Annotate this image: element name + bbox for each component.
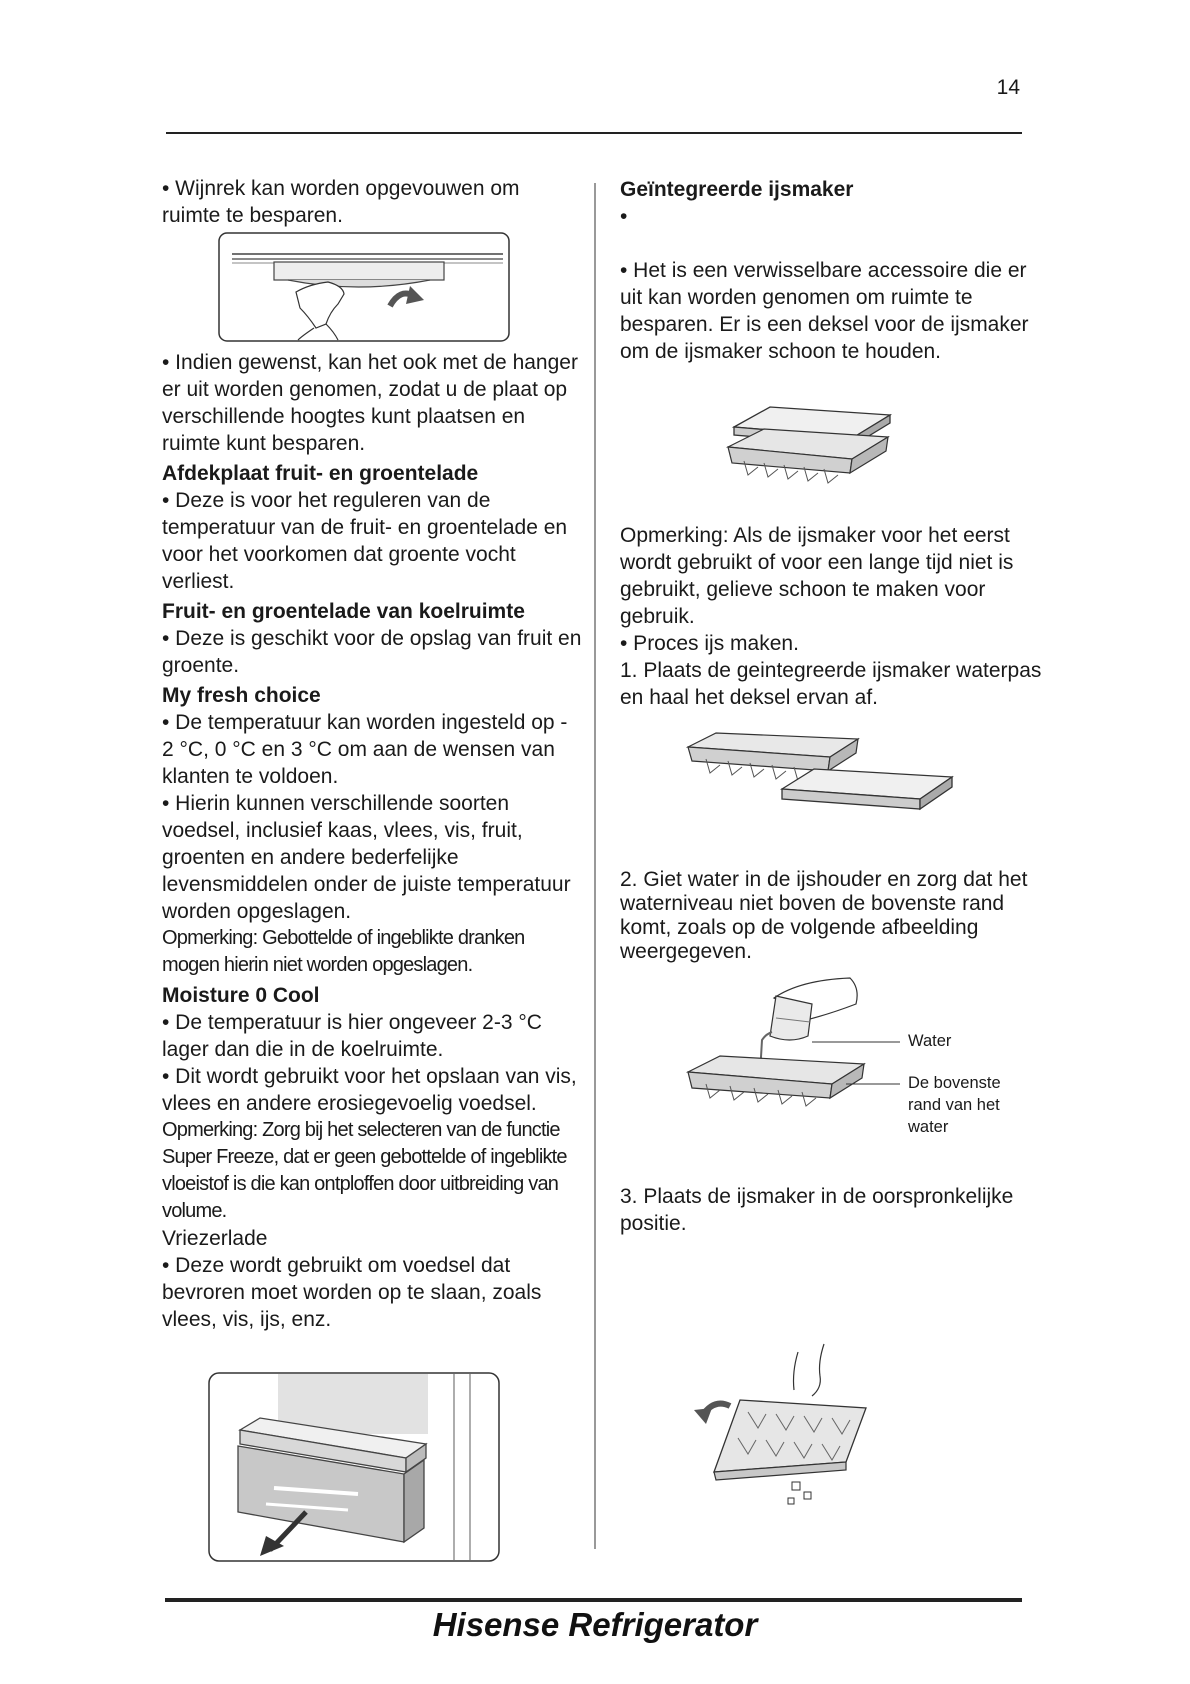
- crisper-cover-text: • Deze is voor het reguleren van de temperatuur van de fruit- en groentelade en voor het voorkomen dat groente vocht verliest.: [162, 489, 568, 593]
- page-number: 14: [996, 76, 1020, 99]
- tilting-tray-figure: [694, 1342, 874, 1512]
- right-text-block-4: [620, 1183, 1050, 1237]
- step-2-text: 2. Giet water in de ijshouder en zorg dat het waterniveau niet boven de bovenste rand komt, zoals op de volgende afbeelding weergegeven.: [620, 868, 1028, 963]
- freezer-drawer-figure: [208, 1372, 500, 1562]
- ice-tray-with-lid-figure: [718, 405, 898, 495]
- ice-maker-accessory-text: • Het is een verwisselbare accessoire die er uit kan worden genomen om ruimte te besparen. Er is een deksel voor de ijsmaker om de ijsmaker schoon te houden.: [620, 259, 1029, 363]
- my-fresh-choice-temp-text: • De temperatuur kan worden ingesteld op - 2 °C, 0 °C en 3 °C om aan de wensen van klanten te voldoen.: [162, 711, 568, 788]
- pouring-water-figure: [680, 974, 910, 1124]
- water-label: Water: [908, 1032, 952, 1050]
- moisture-cool-temp-text: • De temperatuur is hier ongeveer 2-3 °C lager dan die in de koelruimte.: [162, 1011, 542, 1061]
- my-fresh-choice-food-text: • Hierin kunnen verschillende soorten voedsel, inclusief kaas, vlees, vis, fruit, groenten en andere bederfelijke levensmiddelen onder de juiste temperatuur worden opgeslagen.: [162, 792, 571, 923]
- wine-rack-figure: [218, 232, 510, 342]
- wine-rack-text: • Wijnrek kan worden opgevouwen om ruimte te besparen.: [162, 177, 520, 227]
- moisture-cool-use-text: • Dit wordt gebruikt voor het opslaan van vis, vlees en andere erosiegevoelig voedsel.: [162, 1065, 577, 1115]
- footer-brand: Hisense Refrigerator: [432, 1606, 758, 1643]
- column-divider: [594, 183, 596, 1549]
- header-rule: [166, 132, 1022, 134]
- first-use-note: Opmerking: Als de ijsmaker voor het eerst wordt gebruikt of voor een lange tijd niet is gebruikt, gelieve schoon te maken voor gebruik.: [620, 524, 1014, 628]
- freezer-drawer-title: Vriezerlade: [162, 1227, 268, 1250]
- hanger-text: • Indien gewenst, kan het ook met de hanger er uit worden genomen, zodat u de plaat op verschillende hoogtes kunt plaatsen en ruimte kunt besparen.: [162, 351, 578, 455]
- super-freeze-note: Opmerking: Zorg bij het selecteren van de functie Super Freeze, dat er geen gebottelde of ingeblikte vloeistof is die kan ontploffen door uitbreiding van volume.: [162, 1119, 567, 1222]
- my-fresh-choice-heading: My fresh choice: [162, 684, 321, 707]
- freezer-drawer-text: • Deze wordt gebruikt om voedsel dat bevroren moet worden op te slaan, zoals vlees, vis, ijs, enz.: [162, 1254, 542, 1331]
- water-leader-line: [812, 1040, 902, 1044]
- empty-bullet: •: [620, 205, 628, 228]
- left-text-block-1: [162, 175, 582, 229]
- step-1-text: 1. Plaats de geintegreerde ijsmaker waterpas en haal het deksel ervan af.: [620, 659, 1042, 709]
- tray-lid-separated-figure: [686, 727, 956, 823]
- step-3-text: 3. Plaats de ijsmaker in de oorspronkelijke positie.: [620, 1185, 1014, 1235]
- moisture-cool-heading: Moisture 0 Cool: [162, 984, 320, 1007]
- right-text-block-1: [620, 176, 1050, 365]
- rim-leader-line: [846, 1082, 902, 1086]
- crisper-cover-heading: Afdekplaat fruit- en groentelade: [162, 462, 479, 485]
- crisper-drawer-text: • Deze is geschikt voor de opslag van fruit en groente.: [162, 627, 582, 677]
- ice-process-title: • Proces ijs maken.: [620, 632, 799, 655]
- my-fresh-choice-note: Opmerking: Gebottelde of ingeblikte dranken mogen hierin niet worden opgeslagen.: [162, 927, 525, 976]
- left-text-block-2: [162, 349, 582, 1333]
- footer-rule: [165, 1598, 1022, 1602]
- right-text-block-3: [620, 868, 1050, 964]
- right-text-block-2: [620, 522, 1050, 711]
- crisper-drawer-heading: Fruit- en groentelade van koelruimte: [162, 600, 525, 623]
- ice-maker-heading: Geïntegreerde ijsmaker: [620, 178, 854, 201]
- water-rim-label: De bovenste rand van het water: [908, 1074, 1001, 1136]
